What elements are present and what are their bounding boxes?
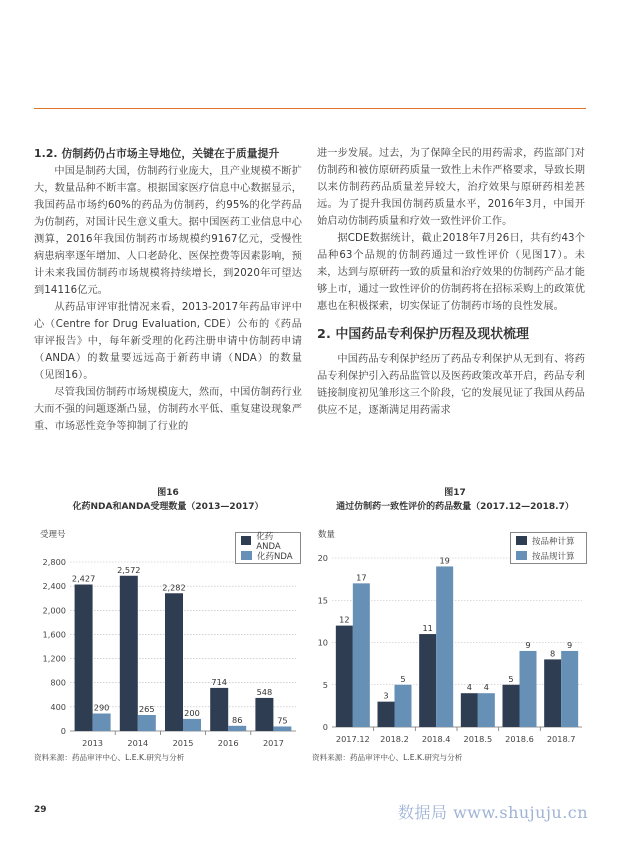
figure17-source: 资料来源：药品审评中心、L.E.K.研究与分析 bbox=[312, 753, 463, 762]
figure16-legend bbox=[235, 532, 301, 564]
bar bbox=[336, 626, 353, 727]
bar bbox=[93, 713, 111, 731]
legend-item bbox=[236, 548, 300, 563]
x-tick-label: 2018.6 bbox=[505, 734, 534, 744]
y-axis-label: 受理号 bbox=[40, 530, 66, 540]
left-column bbox=[34, 145, 302, 435]
x-tick-label: 2014 bbox=[127, 738, 149, 748]
y-tick-label: 1,200 bbox=[42, 653, 66, 664]
y-tick-label: 2,400 bbox=[42, 581, 66, 592]
bar-value-label: 11 bbox=[422, 623, 433, 634]
bar bbox=[419, 634, 436, 727]
legend-swatch bbox=[516, 536, 527, 545]
bar bbox=[436, 566, 453, 727]
figure17-caption bbox=[310, 486, 600, 514]
x-tick-label: 2018.2 bbox=[380, 734, 409, 744]
x-tick-label: 2015 bbox=[172, 738, 194, 748]
y-tick-label: 15 bbox=[317, 595, 328, 606]
paragraph: 中国是制药大国，仿制药行业庞大，且产业规模不断扩大，数量品种不断丰富。根据国家医疗信息中心数据显示，我国药品市场约60%的药品为仿制药，约95%的化学药品为仿制药，对国计民生意义重大。据中国医药工业信息中心测算，2016年我国仿制药市场规模约9167亿元，受慢性病患病率逐年增加、人口老龄化、医保控费等因素影响，预计未来我国仿制药市场规模将持续增长，到2020年可望达到14116亿元。 bbox=[34, 166, 302, 296]
legend-swatch bbox=[241, 536, 251, 545]
figure16-label: 图16 bbox=[157, 488, 179, 498]
y-tick-label: 0 bbox=[60, 726, 66, 736]
right-column bbox=[317, 145, 585, 419]
paragraph: 进一步发展。过去，为了保障全民的用药需求，药监部门对仿制药和被仿原研药质量一致性上未作严格要求，导致长期以来仿制药药品质量差异较大，治疗效果与原研药相差甚远。为了提升我国仿制药质量水平，2016年3月，中国开始启动仿制药质量和疗效一致性评价工作。 bbox=[317, 148, 585, 227]
bar-value-label: 200 bbox=[184, 707, 200, 718]
bar bbox=[503, 685, 520, 727]
y-tick-label: 400 bbox=[50, 701, 66, 712]
x-tick-label: 2016 bbox=[217, 738, 239, 748]
figure17-label: 图17 bbox=[444, 488, 466, 498]
paragraph: 从药品审评审批情况来看，2013-2017年药品审评中心（Centre for Drug Evaluation, CDE）公布的《药品审评报告》中，每年新受理的化药注册申请中仿制药申请（ANDA）的数量要远远高于新药申请（NDA）的数量（见图16）。 bbox=[34, 302, 302, 381]
y-tick-label: 10 bbox=[317, 637, 328, 648]
y-tick-label: 800 bbox=[50, 677, 66, 688]
section-heading-1-2: 1.2. 仿制药仍占市场主导地位，关键在于质量提升 bbox=[34, 147, 280, 160]
bar-value-label: 290 bbox=[93, 702, 110, 713]
bar-value-label: 9 bbox=[525, 639, 531, 650]
figure16-source: 资料来源：药品审评中心、L.E.K.研究与分析 bbox=[34, 753, 185, 762]
bar-value-label: 2,282 bbox=[162, 582, 186, 593]
y-tick-label: 2,000 bbox=[42, 605, 66, 616]
figure17-legend bbox=[510, 532, 587, 564]
bar-value-label: 19 bbox=[439, 555, 450, 566]
bar bbox=[228, 726, 246, 731]
y-tick-label: 20 bbox=[317, 553, 328, 563]
bar-value-label: 2,427 bbox=[71, 573, 96, 584]
bar-value-label: 2,572 bbox=[117, 564, 141, 575]
bar bbox=[395, 685, 412, 727]
bar bbox=[461, 693, 478, 727]
bar-value-label: 5 bbox=[400, 673, 406, 684]
bar bbox=[120, 576, 138, 731]
legend-label: 化药ANDA bbox=[256, 531, 281, 552]
x-tick-label: 2013 bbox=[82, 738, 104, 748]
legend-swatch bbox=[516, 551, 527, 560]
x-tick-label: 2017.12 bbox=[335, 734, 370, 744]
x-tick-label: 2018.7 bbox=[546, 734, 576, 744]
page-number: 29 bbox=[34, 805, 47, 815]
bar bbox=[255, 698, 273, 731]
bar bbox=[138, 715, 156, 731]
watermark: 数据局 www.shujuju.cn bbox=[398, 803, 589, 822]
bar-value-label: 714 bbox=[211, 676, 228, 687]
bar bbox=[165, 593, 183, 731]
x-tick-label: 2017 bbox=[262, 738, 284, 748]
bar-value-label: 9 bbox=[567, 639, 573, 650]
y-tick-label: 1,600 bbox=[42, 629, 66, 640]
legend-label: 按品种计算 bbox=[532, 536, 575, 547]
bar bbox=[544, 659, 561, 727]
paragraph: 中国药品专利保护经历了药品专利保护从无到有、将药品专利保护引入药品监管以及医药政策改革开启，药品专利链接制度初见雏形这三个阶段，它的发展见证了我国从药品供应不足，逐渐满足用药需求 bbox=[317, 354, 585, 416]
x-tick-label: 2018.5 bbox=[463, 734, 493, 744]
legend-label: 化药NDA bbox=[257, 551, 293, 562]
header-rule bbox=[34, 108, 586, 109]
paragraph: 据CDE数据统计，截止2018年7月26日，共有约43个品种63个品规的仿制药通过一致性评价（见图17）。未来，达到与原研药一致的质量和治疗效果的仿制药产品才能够上市，通过一致性评价的仿制药将在招标采购上的政策优惠也在积极探索，切实保证了仿制药市场的良性发展。 bbox=[317, 233, 585, 312]
bar-value-label: 265 bbox=[138, 704, 155, 715]
bar bbox=[561, 651, 578, 727]
paragraph: 尽管我国仿制药市场规模庞大，然而，中国仿制药行业大而不强的问题逐渐凸显，仿制药水平低、重复建设现象严重、市场恶性竞争等抑制了行业的 bbox=[34, 387, 302, 432]
bar bbox=[273, 726, 291, 731]
bar bbox=[353, 583, 370, 727]
bar-value-label: 75 bbox=[277, 715, 288, 726]
figure17-title: 通过仿制药一致性评价的药品数量（2017.12—2018.7） bbox=[336, 502, 574, 512]
bar-value-label: 3 bbox=[383, 690, 389, 701]
x-tick-label: 2018.4 bbox=[421, 734, 451, 744]
legend-label: 按品规计算 bbox=[532, 551, 575, 562]
figure16-caption bbox=[34, 486, 302, 514]
section-heading-2: 2. 中国药品专利保护历程及现状梳理 bbox=[317, 327, 529, 342]
bar bbox=[183, 719, 201, 731]
y-tick-label: 2,800 bbox=[42, 557, 66, 567]
bar-value-label: 86 bbox=[231, 714, 243, 725]
bar bbox=[378, 702, 395, 727]
legend-item bbox=[511, 548, 586, 563]
bar-value-label: 4 bbox=[466, 682, 472, 693]
bar bbox=[520, 651, 537, 727]
bar bbox=[478, 693, 495, 727]
figure16-title: 化药NDA和ANDA受理数量（2013—2017） bbox=[72, 502, 264, 512]
bar-value-label: 12 bbox=[339, 614, 350, 625]
bar-value-label: 5 bbox=[508, 673, 514, 684]
y-axis-label: 数量 bbox=[318, 530, 336, 540]
bar-value-label: 8 bbox=[550, 648, 556, 659]
bar-value-label: 17 bbox=[356, 572, 367, 583]
bar bbox=[210, 688, 228, 731]
legend-item bbox=[511, 533, 586, 548]
legend-item bbox=[236, 531, 300, 552]
bar bbox=[75, 585, 93, 731]
legend-swatch bbox=[241, 551, 252, 560]
y-tick-label: 5 bbox=[322, 679, 328, 690]
bar-value-label: 548 bbox=[256, 686, 273, 697]
y-tick-label: 0 bbox=[322, 722, 328, 732]
bar-value-label: 4 bbox=[483, 682, 489, 693]
